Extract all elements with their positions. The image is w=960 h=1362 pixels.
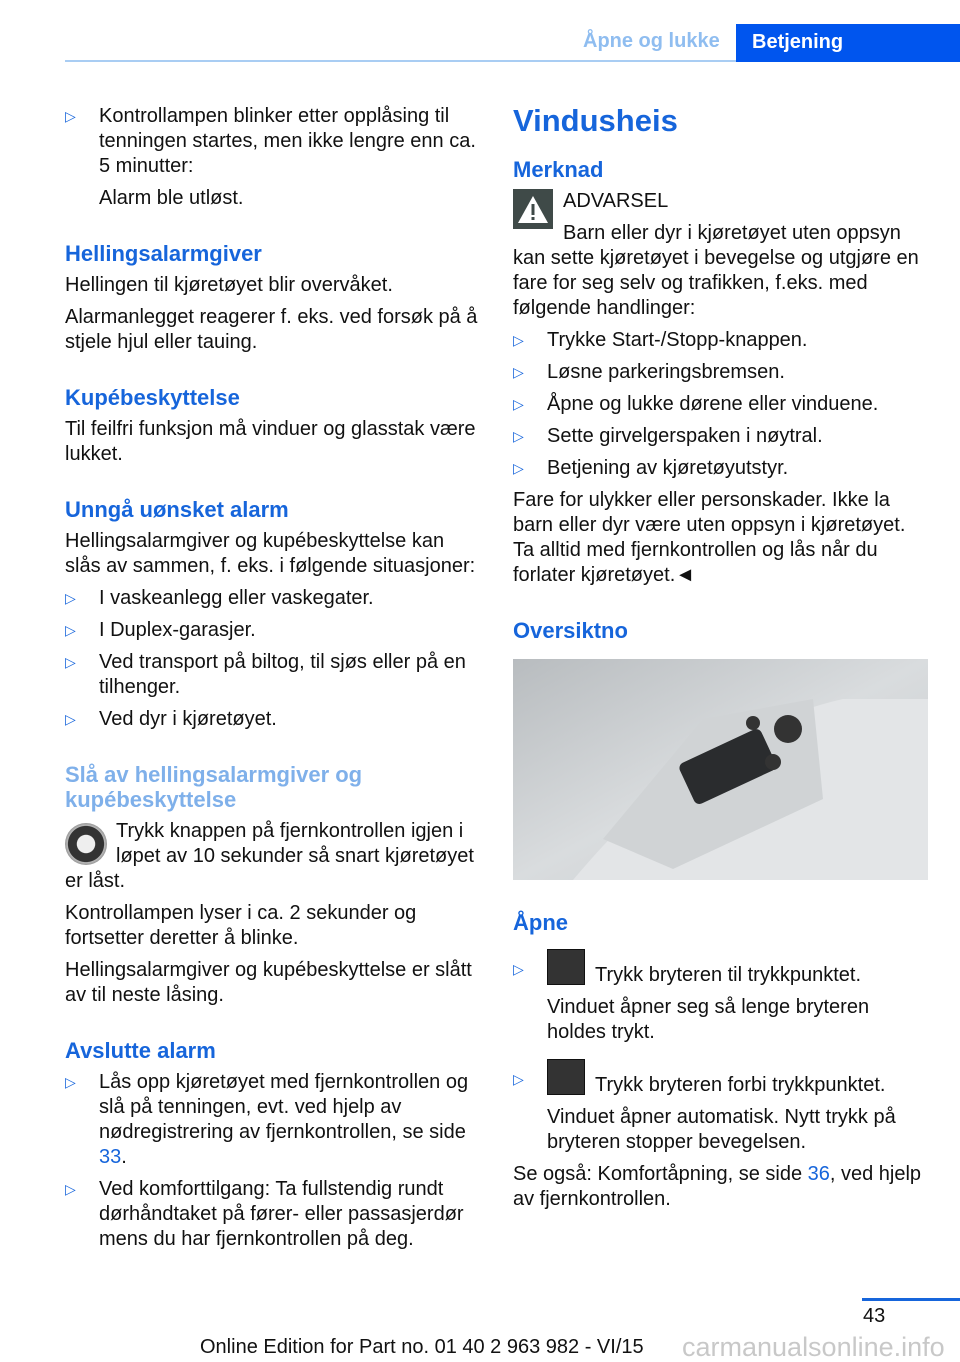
bullet-triangle-icon: ▷: [513, 460, 524, 476]
list-item: [65, 104, 483, 179]
remote-key-icon: [65, 823, 107, 865]
heading: Merknad: [513, 157, 604, 182]
warning-text: Barn eller dyr i kjøretøyet uten oppsyn kan sette kjøretøyet i bevegelse og utgjøre en fare for seg selv og trafikken, f.eks. med følgende handlinger:: [513, 222, 919, 319]
list-item: [513, 392, 931, 417]
list-item-text: Ved transport på biltog, til sjøs eller på en tilhenger.: [99, 651, 466, 698]
paragraph-text: Se også: Komfortåpning, se side: [513, 1163, 803, 1185]
list-item: [65, 1177, 483, 1252]
paragraph: Hellingsalarmgiver og kupébeskyttelse kan slås av sammen, f. eks. i følgende situasjoner:: [65, 530, 476, 577]
bullet-triangle-icon: ▷: [513, 396, 524, 412]
list-item: [513, 949, 931, 988]
list-item-text: Løsne parkeringsbremsen.: [547, 361, 785, 383]
heading: Hellingsalarmgiver: [65, 241, 262, 266]
paragraph: Hellingen til kjøretøyet blir overvåket.: [65, 274, 393, 296]
bullet-triangle-icon: ▷: [65, 1074, 76, 1090]
heading: Oversiktno: [513, 618, 628, 643]
warning-block: [513, 189, 931, 321]
list-item: [513, 456, 931, 481]
bullet-triangle-icon: ▷: [65, 622, 76, 638]
list-item-text: Betjening av kjøretøyutstyr.: [547, 457, 789, 479]
bullet-triangle-icon: ▷: [513, 961, 524, 977]
list-item-text: I Duplex-garasjer.: [99, 619, 256, 641]
window-switch-icon: [547, 949, 585, 985]
list-item-text: I vaskeanlegg eller vaskegater.: [99, 587, 374, 609]
list-item-text: Trykk bryteren til trykkpunktet.: [595, 964, 861, 986]
paragraph: [513, 1162, 931, 1212]
list-item-text: Lås opp kjøretøyet med fjernkontrollen og slå på tenningen, evt. ved hjelp av nødregistrering av fjernkontrollen, se side: [99, 1071, 469, 1143]
list-item-sub: Vinduet åpner seg så lenge bryteren holdes trykt.: [547, 996, 870, 1043]
paragraph-text: , ved hjelp av fjernkontrollen.: [513, 1163, 922, 1210]
paragraph: Alarmanlegget reagerer f. eks. ved forsøk på å stjele hjul eller tauing.: [65, 306, 478, 353]
list-item-text: Ved komforttilgang: Ta fullstendig rundt dørhåndtaket på fører- eller passasjerdør mens du har fjernkontrollen på deg.: [99, 1178, 464, 1250]
heading: Unngå uønsket alarm: [65, 497, 289, 522]
heading: Åpne: [513, 910, 568, 935]
header-section: Åpne og lukke: [583, 30, 720, 52]
header-chapter-tab: Betjening: [736, 24, 960, 62]
page-title: Vindusheis: [513, 103, 678, 138]
page-link[interactable]: 36: [807, 1163, 830, 1185]
bullet-triangle-icon: ▷: [513, 1071, 524, 1087]
list-item-text: Åpne og lukke dørene eller vinduene.: [547, 393, 879, 415]
paragraph: [65, 819, 483, 894]
page-number-rule: [862, 1298, 960, 1301]
warning-title: ADVARSEL: [563, 190, 669, 212]
list-item-text: Trykk bryteren forbi trykkpunktet.: [595, 1074, 886, 1096]
bullet-triangle-icon: ▷: [513, 332, 524, 348]
bullet-triangle-icon: ▷: [65, 654, 76, 670]
paragraph: Fare for ulykker eller personskader. Ikke la barn eller dyr være uten oppsyn i kjøretøyet. Ta alltid med fjernkontrollen og lås når du forlater kjøretøyet.◄: [513, 489, 906, 586]
warning-icon: [513, 189, 553, 229]
list-item: ▷ Lås opp kjøretøyet med fjernkontrollen og slå på tenningen, evt. ved hjelp av nødregistrering av fjernkontrollen, se side 33.: [65, 1071, 469, 1168]
heading: Slå av hellingsalarmgiver og kupébeskyttelse: [65, 762, 363, 812]
bullet-triangle-icon: ▷: [513, 428, 524, 444]
right-column: [513, 104, 931, 1212]
list-item: [513, 328, 931, 353]
list-item-sub: Alarm ble utløst.: [99, 187, 244, 209]
window-switch-photo: [513, 659, 928, 880]
bullet-triangle-icon: ▷: [65, 108, 76, 124]
list-item-text: Kontrollampen blinker etter opplåsing til tenningen startes, men ikke lengre enn ca. 5 minutter:: [99, 105, 476, 177]
list-item-text: Trykke Start-/Stopp-knappen.: [547, 329, 808, 351]
page-link[interactable]: 33: [99, 1146, 122, 1168]
list-item: [513, 1059, 931, 1098]
window-switch-icon: [547, 1059, 585, 1095]
list-item-sub: Vinduet åpner automatisk. Nytt trykk på bryteren stopper bevegelsen.: [547, 1106, 896, 1153]
list-item: [65, 586, 483, 611]
footer-edition: Online Edition for Part no. 01 40 2 963 982 - VI/15: [200, 1336, 644, 1358]
paragraph: Til feilfri funksjon må vinduer og glasstak være lukket.: [65, 418, 476, 465]
list-item-text: Sette girvelgerspaken i nøytral.: [547, 425, 823, 447]
bullet-triangle-icon: ▷: [65, 711, 76, 727]
list-item: [513, 360, 931, 385]
list-item: [65, 650, 483, 700]
list-item-text: Ved dyr i kjøretøyet.: [99, 708, 277, 730]
paragraph: Kontrollampen lyser i ca. 2 sekunder og fortsetter deretter å blinke.: [65, 902, 417, 949]
page-number: 43: [863, 1305, 886, 1327]
bullet-triangle-icon: ▷: [513, 364, 524, 380]
bullet-triangle-icon: ▷: [65, 1181, 76, 1197]
list-item: [65, 707, 483, 732]
heading: Kupébeskyttelse: [65, 385, 240, 410]
bullet-triangle-icon: ▷: [65, 590, 76, 606]
paragraph: Hellingsalarmgiver og kupébeskyttelse er slått av til neste låsing.: [65, 959, 472, 1006]
paragraph-text: Trykk knappen på fjernkontrollen igjen i løpet av 10 sekunder så snart kjøretøyet er låst.: [65, 820, 474, 892]
heading: Avslutte alarm: [65, 1038, 216, 1063]
list-item: [513, 424, 931, 449]
watermark: carmanualsonline.info: [682, 1332, 945, 1362]
left-column: [65, 104, 483, 1252]
list-item: [65, 618, 483, 643]
